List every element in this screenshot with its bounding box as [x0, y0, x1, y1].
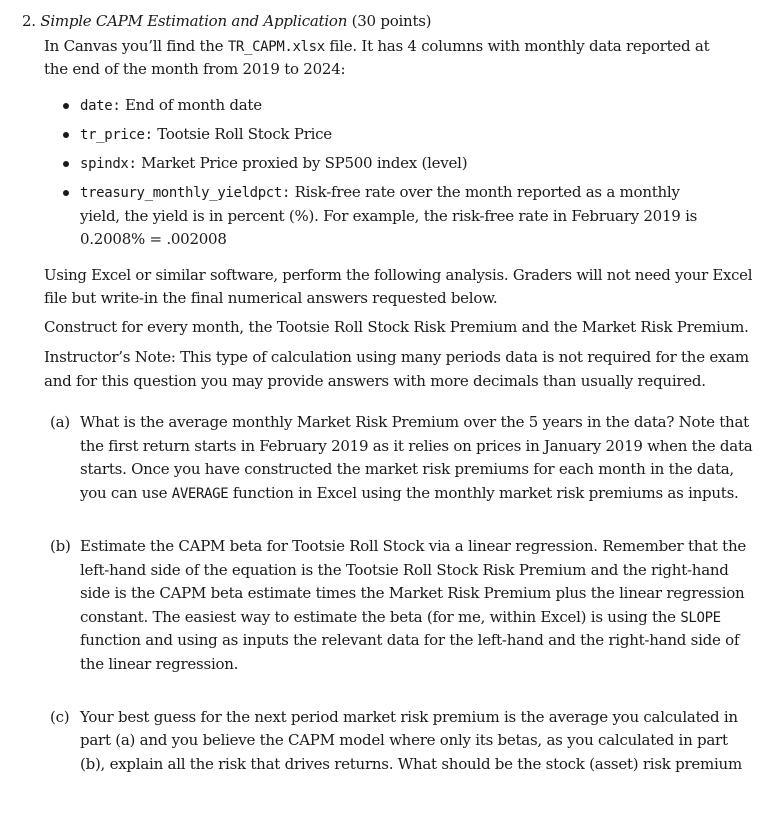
para-note-line-2: and for this question you may provide answers with more decimals than usually required.: [44, 372, 706, 390]
part-b-text: constant. The easiest way to estimate the beta (for me, within Excel) is using the: [80, 608, 676, 626]
intro-line-1: [44, 39, 709, 54]
column-desc-line: yield, the yield is in percent (%). For example, the risk-free rate in February 2019 is: [80, 207, 698, 225]
part-b-line: left-hand side of the equation is the Tootsie Roll Stock Risk Premium and the right-hand: [80, 561, 729, 579]
part-a-line: [80, 486, 739, 501]
para-excel-line-1: Using Excel or similar software, perform the following analysis. Graders will not need your Excel: [44, 266, 753, 284]
para-construct: Construct for every month, the Tootsie Roll Stock Risk Premium and the Market Risk Premium.: [44, 318, 749, 336]
para-excel-line-2: file but write-in the final numerical answers requested below.: [44, 289, 498, 307]
part-b-line: [80, 610, 721, 625]
column-desc: Risk-free rate over the month reported as a monthly: [294, 183, 680, 201]
bullet-icon: [63, 161, 69, 167]
column-item-treasury: [80, 185, 680, 200]
column-desc-line: 0.2008% = .002008: [80, 230, 227, 248]
part-b-line: Estimate the CAPM beta for Tootsie Roll Stock via a linear regression. Remember that the: [80, 537, 746, 555]
intro-text: In Canvas you’ll find the: [44, 37, 224, 55]
part-c-line: Your best guess for the next period market risk premium is the average you calculated in: [80, 708, 738, 726]
file-name: TR_CAPM.xlsx: [227, 39, 325, 55]
part-a-text: you can use: [80, 484, 168, 502]
para-note-line-1: Instructor’s Note: This type of calculation using many periods data is not required for the exam: [44, 348, 749, 366]
column-code: date:: [80, 98, 121, 114]
part-a-text: function in Excel using the monthly market risk premiums as inputs.: [232, 484, 739, 502]
column-desc: Tootsie Roll Stock Price: [157, 125, 332, 143]
question-heading: [22, 14, 431, 29]
column-desc: Market Price proxied by SP500 index (level): [141, 154, 468, 172]
part-b-line: the linear regression.: [80, 655, 239, 673]
column-item-spindx: [80, 156, 467, 171]
bullet-icon: [63, 132, 69, 138]
column-code: treasury_monthly_yieldpct:: [80, 185, 291, 201]
column-item-date: [80, 98, 262, 113]
column-desc: End of month date: [124, 96, 262, 114]
column-item-tr-price: [80, 127, 332, 142]
part-b-label: (b): [50, 537, 71, 555]
part-b-line: side is the CAPM beta estimate times the Market Risk Premium plus the linear regression: [80, 584, 745, 602]
bullet-icon: [63, 190, 69, 196]
part-c-label: (c): [50, 708, 70, 726]
excel-function: SLOPE: [680, 610, 721, 626]
question-title: Simple CAPM Estimation and Application: [40, 12, 348, 30]
question-points: (30 points): [351, 12, 432, 30]
part-b-line: function and using as inputs the relevant data for the left-hand and the right-hand side of: [80, 631, 740, 649]
part-a-line: What is the average monthly Market Risk Premium over the 5 years in the data? Note that: [80, 413, 749, 431]
question-number: 2.: [22, 12, 36, 30]
intro-text: file. It has 4 columns with monthly data reported at: [329, 37, 710, 55]
part-a-label: (a): [50, 413, 70, 431]
excel-function: AVERAGE: [171, 486, 229, 502]
column-code: spindx:: [80, 156, 137, 172]
column-code: tr_price:: [80, 127, 153, 143]
part-c-line: (b), explain all the risk that drives returns. What should be the stock (asset) risk premium: [80, 755, 742, 773]
intro-line-2: the end of the month from 2019 to 2024:: [44, 60, 346, 78]
bullet-icon: [63, 103, 69, 109]
part-c-line: part (a) and you believe the CAPM model where only its betas, as you calculated in part: [80, 731, 728, 749]
part-a-line: the first return starts in February 2019 as it relies on prices in January 2019 when the data: [80, 437, 753, 455]
part-a-line: starts. Once you have constructed the market risk premiums for each month in the data,: [80, 460, 734, 478]
